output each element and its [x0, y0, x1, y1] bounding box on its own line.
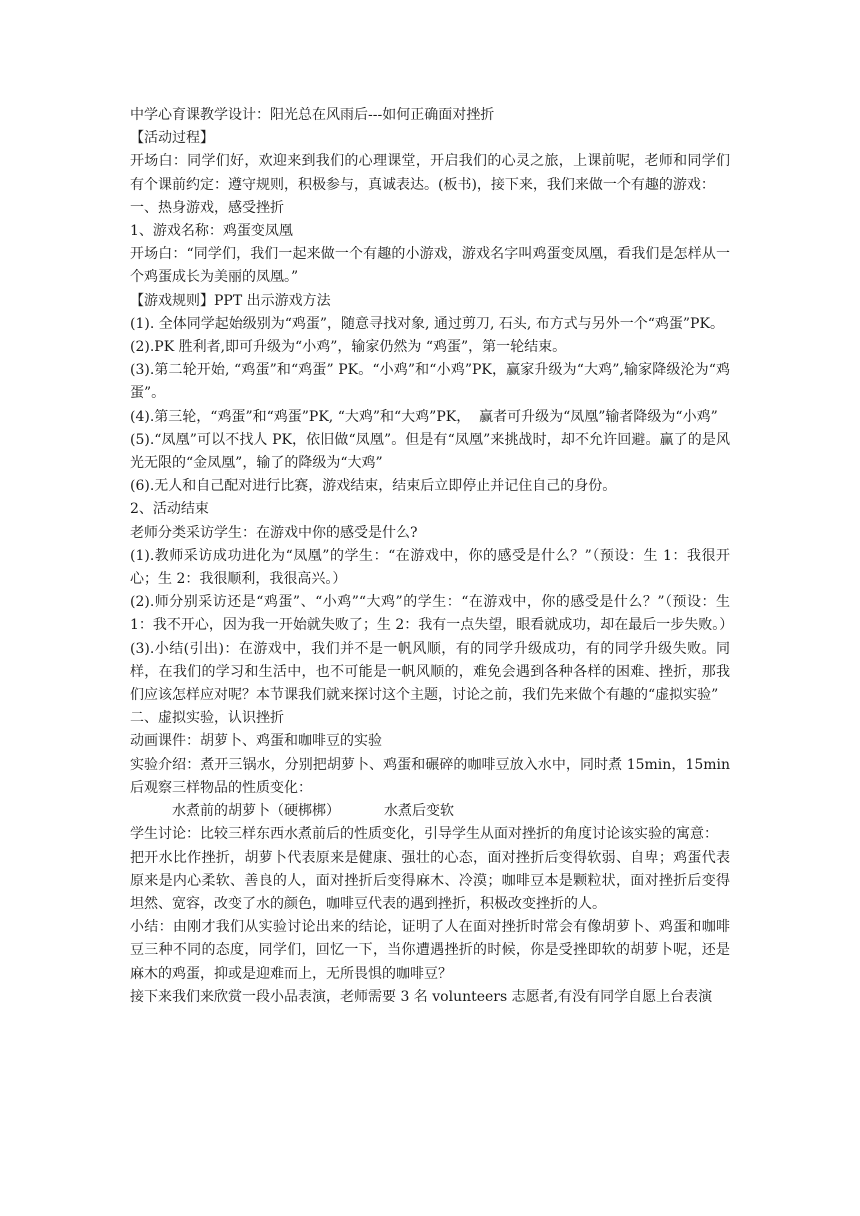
- document-title: 中学心育课教学设计：阳光总在风雨后---如何正确面对挫折: [130, 107, 495, 123]
- document-page: [130, 104, 735, 1009]
- paragraph: 1、游戏名称：鸡蛋变凤凰: [130, 223, 293, 240]
- paragraph: 开场白：“同学们，我们一起来做一个有趣的小游戏，游戏名字叫鸡蛋变凤凰，看我们是怎样从一个鸡蛋成长为美丽的凤凰。”: [130, 246, 730, 286]
- paragraph: 【活动过程】: [130, 130, 214, 147]
- section-heading: 一、热身游戏，感受挫折: [130, 199, 284, 216]
- rule-item: (2).PK 胜利者,即可升级为“小鸡”，输家仍然为 “鸡蛋”，第一轮结束。: [130, 339, 567, 356]
- interview-item: (2).师分别采访还是“鸡蛋”、“小鸡”“大鸡”的学生：“在游戏中，你的感受是什么？”（预设：生 1：我不开心，因为我一开始就失败了；生 2：我有一点失望，眼看就成功，却在最后一步失败。）: [130, 594, 735, 634]
- paragraph: 2、活动结束: [130, 501, 209, 518]
- paragraph: 开场白：同学们好，欢迎来到我们的心理课堂，开启我们的心灵之旅，上课前呢，老师和同学们有个课前约定：遵守规则，积极参与，真诚表达。(板书)，接下来，我们来做一个有趣的游戏：: [130, 153, 730, 193]
- experiment-caption-row: [130, 800, 730, 823]
- paragraph: 学生讨论：比较三样东西水煮前后的性质变化，引导学生从面对挫折的角度讨论该实验的寓意：: [130, 826, 718, 843]
- paragraph: 动画课件：胡萝卜、鸡蛋和咖啡豆的实验: [130, 733, 382, 750]
- rule-item: (4).第三轮，“鸡蛋”和“鸡蛋”PK, “大鸡”和“大鸡”PK， 赢者可升级为“凤凰”输者降级为“小鸡”: [130, 408, 718, 425]
- paragraph: 实验介绍：煮开三锅水，分别把胡萝卜、鸡蛋和碾碎的咖啡豆放入水中，同时煮 15min，15min 后观察三样物品的性质变化：: [130, 756, 735, 796]
- summary-item: (3).小结(引出)：在游戏中，我们并不是一帆风顺，有的同学升级成功，有的同学升级失败。同样，在我们的学习和生活中，也不可能是一帆风顺的，难免会遇到各种各样的困难、挫折，那我们应该怎样应对呢？本节课我们就来探讨这个主题，讨论之前，我们先来做个有趣的“虚拟实验”: [130, 640, 730, 704]
- paragraph: 老师分类采访学生：在游戏中你的感受是什么?: [130, 524, 418, 541]
- carrot-after-label: 水煮后变软: [384, 803, 454, 820]
- paragraph: 把开水比作挫折，胡萝卜代表原来是健康、强壮的心态，面对挫折后变得软弱、自卑；鸡蛋代表原来是内心柔软、善良的人，面对挫折后变得麻木、冷漠；咖啡豆本是颗粒状，面对挫折后变得坦然、宽容，改变了水的颜色，咖啡豆代表的遇到挫折，积极改变挫折的人。: [130, 849, 730, 912]
- paragraph: 【游戏规则】PPT 出示游戏方法: [130, 292, 331, 309]
- rule-item: (6).无人和自己配对进行比赛，游戏结束，结束后立即停止并记住自己的身份。: [130, 478, 617, 495]
- interview-item: (1).教师采访成功进化为“凤凰”的学生：“在游戏中，你的感受是什么？”（预设：生 1：我很开心；生 2：我很顺利，我很高兴。）: [130, 547, 730, 588]
- rule-item: (1). 全体同学起始级别为“鸡蛋”，随意寻找对象, 通过剪刀, 石头, 布方式与另外一个“鸡蛋”PK。: [130, 315, 724, 332]
- paragraph: 小结：由刚才我们从实验讨论出来的结论，证明了人在面对挫折时常会有像胡萝卜、鸡蛋和咖啡豆三种不同的态度，同学们，回忆一下，当你遭遇挫折的时候，你是受挫即软的胡萝卜呢，还是麻木的鸡蛋，抑或是迎难而上，无所畏惧的咖啡豆？: [130, 919, 730, 982]
- section-heading: 二、虚拟实验，认识挫折: [130, 710, 284, 727]
- carrot-before-label: 水煮前的胡萝卜（硬梆梆）: [172, 803, 340, 820]
- rule-item: (5).“凤凰”可以不找人 PK，依旧做“凤凰”。但是有“凤凰”来挑战时，却不允许回避。赢了的是风光无限的“金凤凰”，输了的降级为“大鸡”: [130, 431, 730, 472]
- rule-item: (3).第二轮开始, “鸡蛋”和“鸡蛋” PK。“小鸡”和“小鸡”PK，赢家升级为“大鸡”,输家降级沦为“鸡蛋”。: [130, 362, 730, 402]
- paragraph: 接下来我们来欣赏一段小品表演，老师需要 3 名 volunteers 志愿者,有没有同学自愿上台表演: [130, 988, 713, 1005]
